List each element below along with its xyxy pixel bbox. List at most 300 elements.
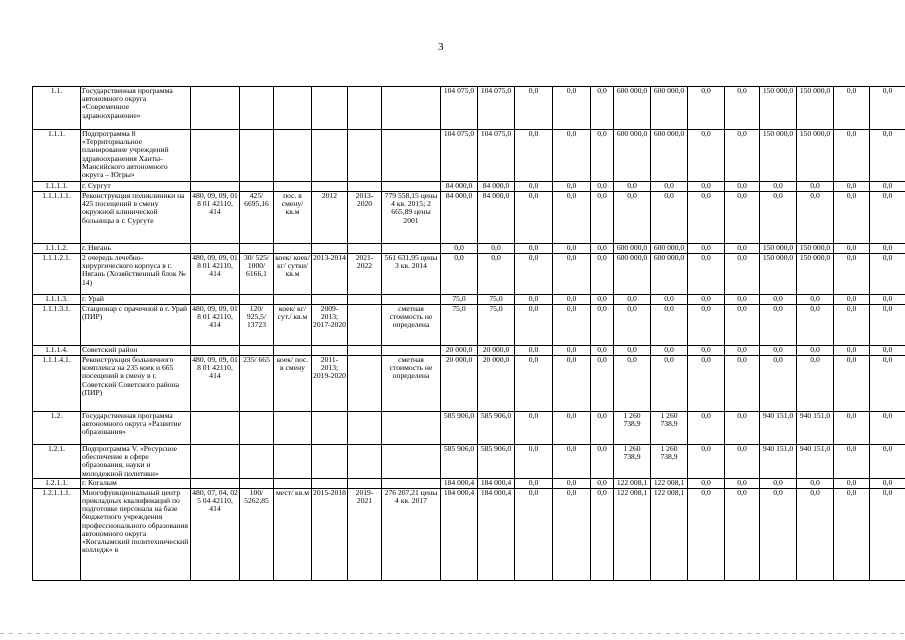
table-cell: 104 075,0 [441,130,478,182]
table-cell: 0,0 [614,295,651,305]
table-cell: 0,0 [870,346,905,356]
table-cell: 0,0 [515,87,553,130]
table-cell: 0,0 [688,182,725,192]
row-name-cell: Реконструкция больничного комплекса на 235 коек и 665 посещений в смену в г. Советский Советского района (ПИР) [81,356,191,412]
table-cell: 0,0 [553,254,591,295]
table-cell: 0,0 [591,244,614,254]
row-number-cell: 1.1.1.1. [33,182,81,192]
table-cell: 150 000,0 [797,254,834,295]
table-cell: 150 000,0 [797,87,834,130]
table-cell [240,478,274,488]
table-cell: 0,0 [725,130,760,182]
table-cell: 0,0 [614,305,651,346]
table-cell: 75,0 [441,305,478,346]
table-cell: 0,0 [760,478,797,488]
table-cell: 120/ 925,5/ 13723 [240,305,274,346]
table-cell: 0,0 [591,130,614,182]
table-cell: 0,0 [515,356,553,412]
row-name-cell: Стационар с прачечной в г. Урай (ПИР) [81,305,191,346]
row-name-cell: Советский район [81,346,191,356]
table-cell: 0,0 [834,182,870,192]
table-cell: 0,0 [834,478,870,488]
table-cell: 480, 09, 09, 01 8 01 42110, 414 [191,356,240,412]
table-cell: 0,0 [797,192,834,244]
table-cell [382,445,441,479]
table-cell: 0,0 [688,130,725,182]
table-cell [274,182,312,192]
table-cell: 0,0 [591,192,614,244]
table-cell [348,182,382,192]
table-cell: 0,0 [760,305,797,346]
table-cell: 0,0 [591,305,614,346]
table-cell: 84 000,0 [478,192,515,244]
row-number-cell: 1.1.1.3.1. [33,305,81,346]
table-cell: 0,0 [725,192,760,244]
table-cell: 0,0 [760,182,797,192]
table-cell: 0,0 [725,295,760,305]
table-cell [191,346,240,356]
table-cell: 0,0 [515,445,553,479]
table-cell: 276 207,21 цены 4 кв. 2017 [382,488,441,580]
table-cell: 779 558,15 цены 4 кв. 2015; 2 665,89 цены 2001 [382,192,441,244]
table-cell: 184 000,4 [441,488,478,580]
table-cell: 0,0 [591,254,614,295]
table-cell: 0,0 [834,445,870,479]
table-cell: 235/ 665 [240,356,274,412]
table-cell: 0,0 [651,346,688,356]
table-cell: 0,0 [760,192,797,244]
table-cell [348,295,382,305]
table-cell: 0,0 [725,356,760,412]
table-cell: 940 151,0 [760,445,797,479]
page-number: 3 [438,41,444,53]
table-cell [382,412,441,445]
table-cell: 0,0 [553,346,591,356]
table-cell: 2019-2021 [348,488,382,580]
table-cell: 0,0 [688,488,725,580]
row-number-cell: 1.1. [33,87,81,130]
row-name-cell: г. Урай [81,295,191,305]
table-cell [274,346,312,356]
table-cell: 480, 09, 09, 01 8 01 42110, 414 [191,254,240,295]
row-name-cell: г. Когалым [81,478,191,488]
table-row [33,130,905,182]
table-cell: 0,0 [651,295,688,305]
table-cell: 0,0 [870,478,905,488]
table-cell: 0,0 [688,244,725,254]
table-cell [191,295,240,305]
table-cell: 75,0 [478,295,515,305]
table-cell: 0,0 [870,488,905,580]
table-cell [312,346,348,356]
table-cell: 585 906,0 [441,412,478,445]
table-cell: 0,0 [651,305,688,346]
table-cell: 480, 09, 09, 01 8 01 42110, 414 [191,305,240,346]
table-cell: 2013-2014 [312,254,348,295]
table-cell: 0,0 [797,182,834,192]
table-cell: 0,0 [688,254,725,295]
table-cell: 0,0 [591,478,614,488]
table-row [33,478,905,488]
table-cell: 2011-2013; 2019-2020 [312,356,348,412]
table-cell: 0,0 [515,244,553,254]
table-cell [274,130,312,182]
table-cell: 0,0 [688,346,725,356]
table-cell: 0,0 [834,130,870,182]
table-cell [382,182,441,192]
table-cell: 122 008,1 [614,478,651,488]
table-cell: 0,0 [515,192,553,244]
table-cell: 75,0 [441,295,478,305]
table-cell [240,87,274,130]
table-cell: 0,0 [834,295,870,305]
table-cell: 150 000,0 [760,244,797,254]
table-cell: 585 906,0 [441,445,478,479]
table-cell: 600 000,0 [614,130,651,182]
table-cell: 1 260 738,9 [614,445,651,479]
table-cell: 0,0 [591,182,614,192]
table-cell: 425/ 6695,16 [240,192,274,244]
table-cell: 0,0 [834,192,870,244]
table-cell: 104 075,0 [478,130,515,182]
table-cell: 561 631,95 цены 3 кв. 2014 [382,254,441,295]
table-cell: 0,0 [553,478,591,488]
table-cell: 585 906,0 [478,412,515,445]
table-cell: мест/ кв.м [274,488,312,580]
row-number-cell: 1.2.1.1.1. [33,488,81,580]
table-cell: 0,0 [760,346,797,356]
table-cell: 122 008,1 [651,478,688,488]
table-cell: 0,0 [725,346,760,356]
table-cell: 940 151,0 [797,412,834,445]
row-number-cell: 1.1.1.2.1. [33,254,81,295]
table-cell: 0,0 [614,356,651,412]
table-cell: 2009-2013; 2017-2020 [312,305,348,346]
table-cell: 0,0 [553,412,591,445]
table-cell [348,478,382,488]
table-cell: 0,0 [834,346,870,356]
table-cell: сметная стоимость не определена [382,356,441,412]
table-cell: 0,0 [591,445,614,479]
table-cell: 600 000,0 [614,254,651,295]
table-cell: 2015-2018 [312,488,348,580]
table-cell: 0,0 [870,412,905,445]
table-cell: 940 151,0 [797,445,834,479]
table-cell: 0,0 [515,130,553,182]
table-cell: 0,0 [441,244,478,254]
table-cell: 0,0 [515,295,553,305]
table-cell: 150 000,0 [760,87,797,130]
table-cell [191,130,240,182]
row-number-cell: 1.2. [33,412,81,445]
table-cell: 0,0 [515,412,553,445]
table-cell [191,87,240,130]
table-cell: 600 000,0 [651,254,688,295]
table-cell: сметная стоимость не определена [382,305,441,346]
table-cell: 0,0 [553,295,591,305]
row-name-cell: г. Сургут [81,182,191,192]
table-cell: 0,0 [797,346,834,356]
table-cell: 0,0 [591,295,614,305]
table-cell [274,412,312,445]
table-cell: 184 000,4 [478,488,515,580]
table-row [33,445,905,479]
table-cell: 0,0 [797,356,834,412]
table-row [33,356,905,412]
table-cell [382,130,441,182]
table-cell: 0,0 [515,346,553,356]
table-cell: 0,0 [870,244,905,254]
table-cell: 0,0 [651,356,688,412]
table-cell: 0,0 [651,182,688,192]
table-row [33,192,905,244]
table-cell [312,182,348,192]
table-cell: 30/ 525/ 1000/ 6166,1 [240,254,274,295]
scan-artifact-line [0,633,905,634]
table-cell [274,478,312,488]
table-cell: 0,0 [834,412,870,445]
table-cell: 75,0 [478,305,515,346]
table-cell: 104 075,0 [441,87,478,130]
table-cell: 0,0 [441,254,478,295]
table-cell: 20 000,0 [441,346,478,356]
table-cell: 0,0 [797,488,834,580]
table-cell: 0,0 [834,244,870,254]
table-cell: 600 000,0 [651,244,688,254]
table-cell: 0,0 [725,445,760,479]
table-cell: 600 000,0 [651,130,688,182]
table-cell: 0,0 [515,305,553,346]
table-cell: 0,0 [591,87,614,130]
table-cell: 0,0 [591,356,614,412]
table-cell: 1 260 738,9 [651,412,688,445]
table-cell: 0,0 [725,254,760,295]
table-cell: 0,0 [870,295,905,305]
table-cell: 0,0 [870,87,905,130]
table-cell [191,445,240,479]
table-cell: 0,0 [870,356,905,412]
table-cell: пос. в смену/ кв.м [274,192,312,244]
table-row [33,488,905,580]
table-cell: 0,0 [797,478,834,488]
table-cell: 0,0 [553,356,591,412]
table-cell: 0,0 [725,87,760,130]
table-cell: 184 000,4 [478,478,515,488]
table-cell: 104 075,0 [478,87,515,130]
table-cell: 0,0 [553,305,591,346]
table-cell: 0,0 [725,488,760,580]
row-name-cell: 2 очередь лечебно-хирургического корпуса в г. Нягань (Хозяйственный блок № 14) [81,254,191,295]
table-cell: 0,0 [614,182,651,192]
table-cell: 84 000,0 [441,192,478,244]
table-cell: 0,0 [870,130,905,182]
row-name-cell: Многофункциональный центр прикладных квалификаций по подготовке персонала на базе бюджетного учреждения профессионального образования автономного округа «Когалымский политехнический колледж» в [81,488,191,580]
table-cell [382,244,441,254]
table-cell: 20 000,0 [478,346,515,356]
row-number-cell: 1.1.1.1.1. [33,192,81,244]
table-cell: 585 906,0 [478,445,515,479]
table-cell: 0,0 [688,356,725,412]
table-cell: 600 000,0 [651,87,688,130]
table-cell: 0,0 [515,488,553,580]
table-cell: коек/ пос. в смену [274,356,312,412]
table-cell: 0,0 [591,488,614,580]
table-cell [348,346,382,356]
table-cell: 0,0 [760,488,797,580]
table-cell: 100/ 5262,85 [240,488,274,580]
table-cell: 0,0 [553,130,591,182]
table-cell [348,87,382,130]
table-cell [348,445,382,479]
table-cell: 0,0 [515,254,553,295]
table-cell [348,130,382,182]
table-cell [312,295,348,305]
table-cell: 0,0 [553,244,591,254]
table-cell: 0,0 [834,305,870,346]
table-cell [312,478,348,488]
table-cell: 0,0 [515,182,553,192]
table-row [33,295,905,305]
table-cell: 600 000,0 [614,244,651,254]
table-cell [312,244,348,254]
row-number-cell: 1.2.1. [33,445,81,479]
row-name-cell: Подпрограмма 8 «Территориальное планирование учреждений здравоохранения Ханты-Мансийского автономного округа – Югры» [81,130,191,182]
table-cell [382,478,441,488]
row-number-cell: 1.1.1.3. [33,295,81,305]
row-number-cell: 1.1.1.2. [33,244,81,254]
table-cell: 150 000,0 [797,244,834,254]
table-cell [348,356,382,412]
table-cell: 0,0 [553,192,591,244]
row-number-cell: 1.1.1. [33,130,81,182]
table-cell [240,130,274,182]
table-cell [191,478,240,488]
table-cell [348,305,382,346]
table-cell [274,87,312,130]
table-cell: 20 000,0 [441,356,478,412]
table-cell: 0,0 [760,356,797,412]
table-cell: 0,0 [834,254,870,295]
investment-table [32,86,905,581]
table-cell: 84 000,0 [478,182,515,192]
row-number-cell: 1.2.1.1. [33,478,81,488]
table-cell: 480, 07, 04, 02 5 04 42110, 414 [191,488,240,580]
table-cell: 2013-2020 [348,192,382,244]
table-cell [191,182,240,192]
table-row [33,346,905,356]
table-cell: 0,0 [478,244,515,254]
table-cell: 0,0 [614,346,651,356]
table-cell: 0,0 [834,87,870,130]
table-row [33,254,905,295]
table-cell: 0,0 [688,295,725,305]
table-cell: коек/ коек/ кг/ сутки/ кв.м [274,254,312,295]
table-cell: 0,0 [591,412,614,445]
table-cell [382,295,441,305]
table-cell: 184 000,4 [441,478,478,488]
table-cell: 122 008,1 [614,488,651,580]
table-cell [191,244,240,254]
table-cell: 0,0 [651,192,688,244]
table-cell: 0,0 [688,305,725,346]
table-cell: 0,0 [688,87,725,130]
table-cell: 150 000,0 [797,130,834,182]
table-cell: 0,0 [870,254,905,295]
row-name-cell: Государственная программа автономного округа «Развитие образования» [81,412,191,445]
table-cell: 0,0 [797,295,834,305]
table-cell: 0,0 [870,445,905,479]
table-cell: 150 000,0 [760,254,797,295]
row-name-cell: Подпрограмма V. «Ресурсное обеспечение в сфере образования, науки и молодежной политики» [81,445,191,479]
table-cell: 1 260 738,9 [614,412,651,445]
table-cell: 1 260 738,9 [651,445,688,479]
table-cell: 0,0 [688,412,725,445]
table-cell: 0,0 [870,182,905,192]
table-cell: 0,0 [797,305,834,346]
table-cell: 480, 09, 09, 01 8 01 42110, 414 [191,192,240,244]
table-cell: 0,0 [614,192,651,244]
table-cell [312,445,348,479]
table-cell: 0,0 [553,445,591,479]
row-name-cell: г. Нягань [81,244,191,254]
table-cell: 20 000,0 [478,356,515,412]
table-row [33,412,905,445]
table-cell: 0,0 [515,478,553,488]
row-name-cell: Государственная программа автономного округа «Современное здравоохранение» [81,87,191,130]
table-cell: 0,0 [834,488,870,580]
table-cell: 940 151,0 [760,412,797,445]
table-cell: 0,0 [553,488,591,580]
table-cell: 0,0 [870,192,905,244]
table-cell: 2021-2022 [348,254,382,295]
table-cell: 0,0 [553,182,591,192]
table-cell: 0,0 [725,305,760,346]
table-cell [312,87,348,130]
table-cell: 0,0 [870,305,905,346]
table-cell: 0,0 [834,356,870,412]
table-cell: 0,0 [688,445,725,479]
table-cell: 0,0 [553,87,591,130]
table-cell [240,244,274,254]
table-cell: 84 000,0 [441,182,478,192]
table-cell [312,130,348,182]
table-cell: 0,0 [760,295,797,305]
table-cell: 2012 [312,192,348,244]
table-cell [274,445,312,479]
table-cell: 0,0 [478,254,515,295]
table-cell: 0,0 [688,192,725,244]
table-cell [240,295,274,305]
table-cell [348,244,382,254]
table-row [33,305,905,346]
table-cell [240,346,274,356]
table-row [33,87,905,130]
table-row [33,182,905,192]
row-number-cell: 1.1.1.4. [33,346,81,356]
table-cell [191,412,240,445]
table-cell: 0,0 [725,478,760,488]
table-cell: 600 000,0 [614,87,651,130]
table-cell [240,412,274,445]
table-cell [240,182,274,192]
table-cell: 150 000,0 [760,130,797,182]
table-cell: 0,0 [725,412,760,445]
table-cell: 0,0 [725,182,760,192]
table-cell [382,346,441,356]
table-cell [274,244,312,254]
table-cell: 0,0 [725,244,760,254]
row-number-cell: 1.1.1.4.1. [33,356,81,412]
